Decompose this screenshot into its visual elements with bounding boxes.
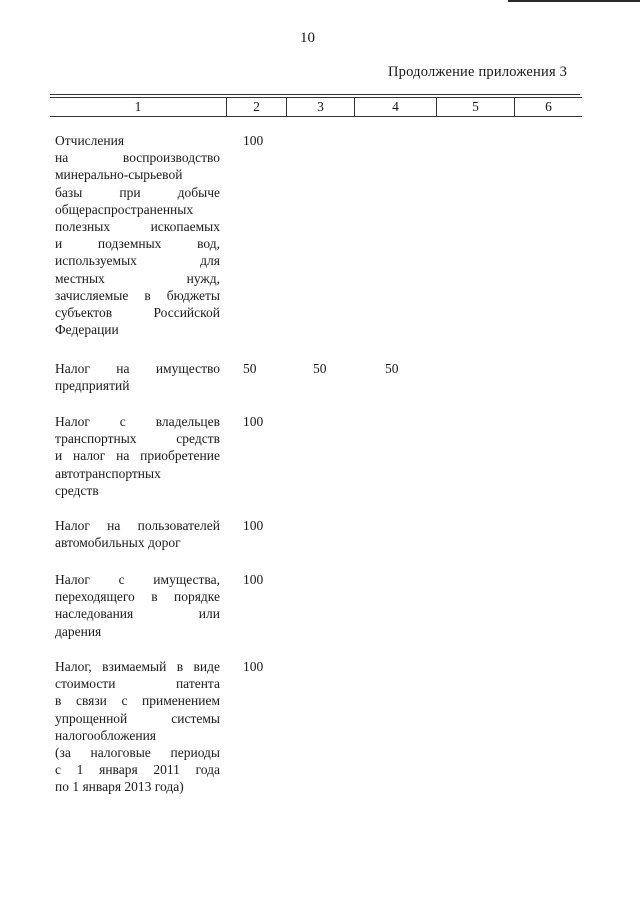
row-label-line: с 1 января 2011 года — [55, 762, 220, 778]
row-label — [55, 658, 220, 796]
row-label-line: на воспроизводство — [55, 150, 220, 166]
row-label-line: автомобильных дорог — [55, 535, 181, 551]
row-label-line: автотранспортных — [55, 465, 161, 481]
row-label-line: минерально-сырьевой — [55, 167, 183, 183]
column-header-5: 5 — [436, 98, 514, 116]
table-row — [55, 658, 264, 796]
table-row — [55, 413, 264, 499]
row-label-line: стоимости патента — [55, 676, 220, 692]
row-label-line: (за налоговые периоды — [55, 745, 220, 761]
row-label-line: транспортных средств — [55, 431, 220, 447]
row-label-line: средств — [55, 482, 99, 498]
cell-col3: 50 — [313, 361, 327, 376]
row-label — [55, 571, 220, 640]
row-label-line: субъектов Российской — [55, 305, 220, 321]
row-label-line: Налог на имущество — [55, 361, 220, 376]
row-label-line: налогообложения — [55, 727, 157, 743]
row-label — [55, 413, 220, 499]
table-top-rule — [50, 94, 580, 95]
row-label-line: в связи с применением — [55, 693, 220, 709]
row-label-line: базы при добыче — [55, 184, 220, 200]
row-label — [55, 517, 220, 551]
row-label-line: и налог на приобретение — [55, 448, 220, 464]
page-number: 10 — [300, 30, 315, 46]
table-row — [55, 132, 264, 338]
row-label-line: Налог, взимаемый в виде — [55, 659, 220, 674]
table-row — [55, 360, 399, 394]
row-label-line: местных нужд, — [55, 270, 220, 286]
row-label-line: используемых для — [55, 253, 220, 269]
cell-col2: 100 — [243, 518, 264, 533]
row-label — [55, 132, 220, 338]
cell-col2: 100 — [243, 659, 264, 674]
column-header-3: 3 — [286, 98, 354, 116]
row-label-line: Налог на пользователей — [55, 518, 220, 533]
row-label-line: упрощенной системы — [55, 710, 220, 726]
row-label-line: Отчисления — [55, 133, 125, 148]
row-label — [55, 360, 220, 394]
scan-edge-mark — [508, 0, 640, 2]
continuation-heading: Продолжение приложения 3 — [388, 64, 568, 80]
cell-col4: 50 — [385, 361, 399, 376]
table-row — [55, 517, 264, 551]
column-header-2: 2 — [226, 98, 286, 116]
row-label-line: зачисляемые в бюджеты — [55, 287, 220, 303]
row-label-line: дарения — [55, 623, 102, 639]
row-label-line: Федерации — [55, 322, 119, 338]
column-header-6: 6 — [514, 98, 582, 116]
row-label-line: полезных ископаемых — [55, 219, 220, 235]
row-label-line: наследования или — [55, 606, 220, 622]
row-label-line: Налог с владельцев — [55, 414, 220, 429]
row-label-line: общераспространенных — [55, 201, 194, 217]
row-label-line: предприятий — [55, 378, 130, 394]
cell-col2: 100 — [243, 133, 264, 148]
row-label-line: Налог с имущества, — [55, 572, 220, 587]
cell-col2: 100 — [243, 414, 264, 429]
cell-col2: 50 — [243, 361, 257, 376]
table-header-row — [50, 97, 582, 117]
column-header-4: 4 — [354, 98, 436, 116]
cell-col2: 100 — [243, 572, 264, 587]
row-label-line: и подземных вод, — [55, 236, 220, 252]
row-label-line: по 1 января 2013 года) — [55, 779, 184, 795]
column-header-1: 1 — [134, 99, 142, 114]
row-label-line: переходящего в порядке — [55, 589, 220, 605]
table-row — [55, 571, 264, 640]
